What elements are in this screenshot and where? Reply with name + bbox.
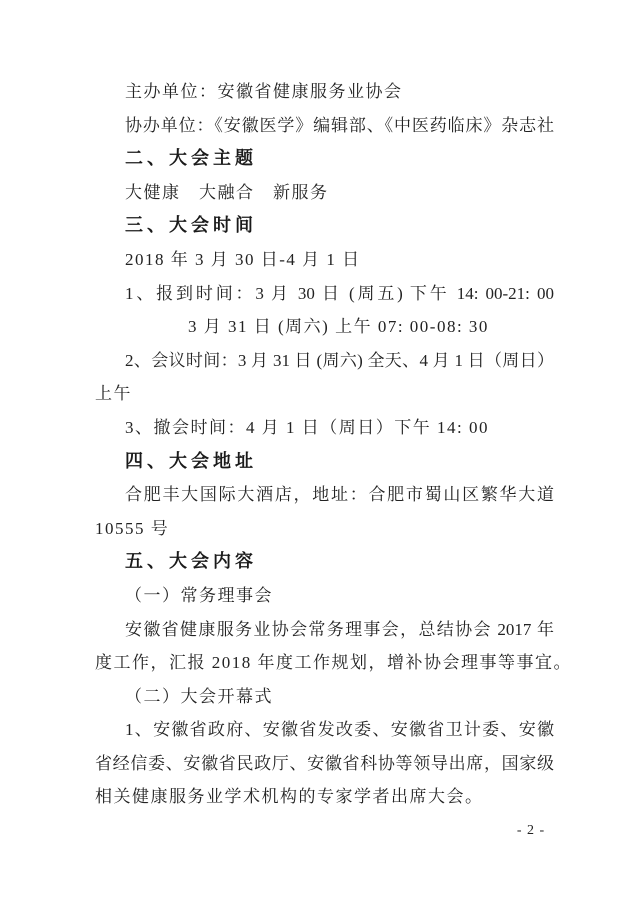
line-co-organizer: 协办单位：《安徽医学》编辑部、《中医药临床》杂志社 xyxy=(125,115,554,135)
heading-conference-content: 五、大会内容 xyxy=(125,551,257,572)
line-host-unit: 主办单位：安徽省健康服务业协会 xyxy=(125,82,403,101)
page-number: - 2 - xyxy=(516,823,546,838)
line-section2-title: （二）大会开幕式 xyxy=(125,686,273,706)
line-section1-title: （一）常务理事会 xyxy=(125,585,273,605)
line-checkin-time-2: 3 月 31 日 (周六) 上午 07: 00-08: 30 xyxy=(188,317,489,337)
line-section2-body-3: 相关健康服务业学术机构的专家学者出席大会。 xyxy=(95,787,484,807)
heading-conference-venue: 四、大会地址 xyxy=(125,450,257,471)
line-section2-body-2: 省经信委、安徽省民政厅、安徽省科协等领导出席，国家级 xyxy=(95,753,554,773)
line-meeting-time-1: 2、会议时间：3 月 31 日 (周六) 全天、4 月 1 日（周日） xyxy=(125,350,554,370)
line-theme-values: 大健康 大融合 新服务 xyxy=(125,182,329,202)
line-section2-body-1: 1、安徽省政府、安徽省发改委、安徽省卫计委、安徽 xyxy=(125,720,554,740)
line-date-range: 2018 年 3 月 30 日-4 月 1 日 xyxy=(125,249,361,269)
heading-conference-theme: 二、大会主题 xyxy=(125,148,257,169)
line-venue-address-2: 10555 号 xyxy=(95,518,170,538)
line-checkin-time-1: 1、报到时间：3 月 30 日 (周五) 下午 14: 00-21: 00 xyxy=(125,283,554,303)
line-section1-body-1: 安徽省健康服务业协会常务理事会，总结协会 2017 年 xyxy=(125,619,554,639)
line-meeting-time-2: 上午 xyxy=(95,384,132,404)
line-section1-body-2: 度工作，汇报 2018 年度工作规划，增补协会理事等事宜。 xyxy=(95,653,572,673)
line-venue-address-1: 合肥丰大国际大酒店，地址：合肥市蜀山区繁华大道 xyxy=(125,485,554,505)
heading-conference-time: 三、大会时间 xyxy=(125,215,257,236)
document-text-block xyxy=(95,75,572,814)
line-checkout-time: 3、撤会时间：4 月 1 日（周日）下午 14: 00 xyxy=(125,417,489,437)
